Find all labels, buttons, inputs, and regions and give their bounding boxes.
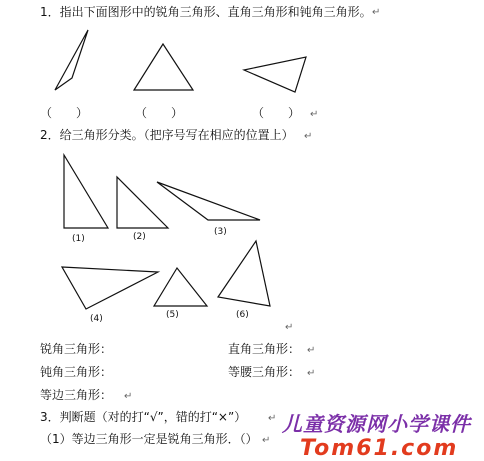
answer-obtuse: 钝角三角形： — [40, 365, 113, 379]
triangle-label-4: (4) — [90, 314, 103, 324]
return-mark-icon: ↵ — [285, 322, 294, 333]
return-mark-icon: ↵ — [268, 413, 277, 424]
q1-title: 1．指出下面图形中的锐角三角形、直角三角形和钝角三角形。 — [40, 5, 372, 19]
return-mark-icon: ↵ — [262, 435, 271, 446]
return-mark-icon: ↵ — [304, 131, 313, 142]
answer-right: 直角三角形： — [228, 342, 301, 356]
q3-item-1: （1）等边三角形一定是锐角三角形．（） — [40, 432, 258, 446]
triangle-5 — [154, 268, 207, 306]
return-mark-icon: ↵ — [124, 391, 133, 402]
triangle-label-6: (6) — [236, 310, 249, 320]
triangle-label-1: (1) — [72, 234, 85, 244]
return-mark-icon: ↵ — [307, 368, 316, 379]
return-mark-icon: ↵ — [310, 109, 319, 120]
q1-obtuse-thin-triangle — [55, 30, 88, 90]
q1-blank-3: （ ） — [252, 106, 301, 120]
q1-blank-2: （ ） — [135, 106, 184, 120]
watermark-url: Tom61.com — [300, 436, 459, 461]
triangle-label-3: (3) — [214, 227, 227, 237]
watermark-cn: 儿童资源网小学课件 — [282, 412, 471, 436]
triangle-label-5: (5) — [166, 310, 179, 320]
answer-isosceles: 等腰三角形： — [228, 365, 301, 379]
triangle-6 — [218, 241, 270, 306]
return-mark-icon: ↵ — [372, 7, 381, 18]
triangle-3 — [157, 182, 260, 220]
q1-blank-1: （ ） — [40, 106, 89, 120]
q1-obtuse-triangle — [244, 57, 306, 92]
triangle-4 — [62, 267, 158, 309]
q3-title: 3．判断题（对的打“√”，错的打“×”） — [40, 410, 247, 424]
answer-equilateral: 等边三角形： — [40, 388, 113, 402]
q2-title: 2．给三角形分类。（把序号写在相应的位置上） — [40, 128, 294, 142]
q1-acute-triangle — [134, 44, 193, 90]
answer-acute: 锐角三角形： — [40, 342, 113, 356]
return-mark-icon: ↵ — [307, 345, 316, 356]
triangle-label-2: (2) — [133, 232, 146, 242]
triangle-1 — [64, 155, 108, 228]
